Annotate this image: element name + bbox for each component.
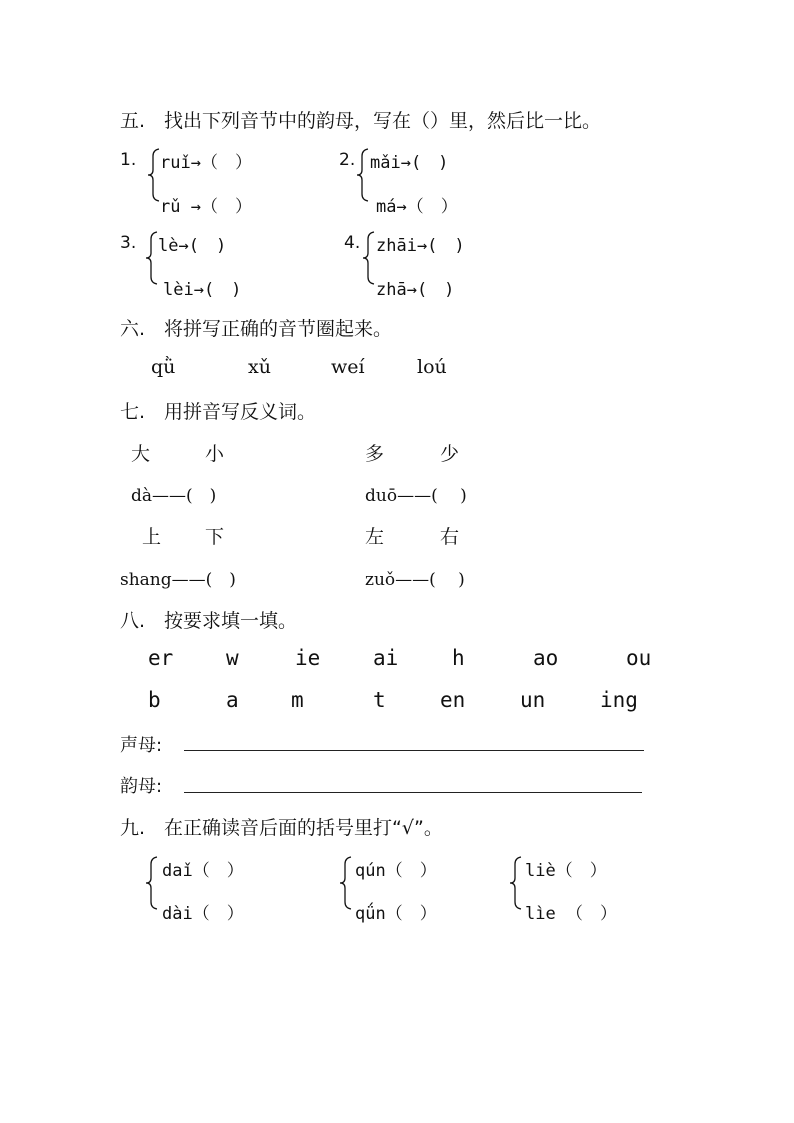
item-number: 4. [344,233,361,253]
syllable-row: zhāi→( ) [376,236,465,256]
brace-icon [362,231,376,285]
antonym-answer[interactable]: shang——( ) [120,570,236,590]
antonym-char: 右 [440,526,460,548]
reading-option[interactable]: qún（ ） [355,861,437,881]
antonym-char: 小 [205,443,225,465]
syllable-option[interactable]: loú [417,356,447,378]
item-number: 3. [120,233,137,253]
reading-option[interactable]: qǘn（ ） [355,904,437,924]
pinyin-letter: ing [600,688,638,712]
reading-option[interactable]: daǐ（ ） [162,861,244,881]
item-number: 2. [339,150,356,170]
pinyin-letter: ie [295,646,321,670]
label-finals: 韵母: [120,776,163,797]
reading-option[interactable]: lìe （ ） [525,904,617,924]
antonym-answer[interactable]: dà——( ) [131,486,217,506]
antonym-char: 多 [365,443,385,465]
syllable-option[interactable]: xǔ [248,356,271,378]
brace-icon [339,856,353,910]
pinyin-letter: un [520,688,546,712]
item-number: 1. [120,150,137,170]
pinyin-letter: er [148,646,174,670]
pinyin-letter: ou [626,646,652,670]
brace-icon [509,856,523,910]
reading-option[interactable]: dài（ ） [162,904,244,924]
antonym-char: 下 [205,526,225,548]
pinyin-letter: t [373,688,386,712]
syllable-row: má→（ ） [376,197,458,217]
brace-icon [147,148,161,202]
section-5-title: 五. 找出下列音节中的韵母，写在（）里，然后比一比。 [120,110,602,132]
brace-icon [145,231,159,285]
section-7-title: 七. 用拼音写反义词。 [120,401,317,423]
pinyin-letter: m [291,688,304,712]
syllable-row: lèi→( ) [163,280,242,300]
brace-icon [145,856,159,910]
antonym-char: 左 [365,526,385,548]
syllable-row: zhā→( ) [376,280,455,300]
section-8-title: 八. 按要求填一填。 [120,610,298,632]
pinyin-letter: a [226,688,239,712]
pinyin-letter: en [440,688,466,712]
section-9-title: 九. 在正确读音后面的括号里打“√”。 [120,817,443,839]
label-initials: 声母: [120,735,163,756]
brace-icon [356,148,370,202]
syllable-row: lè→( ) [158,236,227,256]
pinyin-letter: ao [533,646,559,670]
answer-line-finals[interactable] [184,792,642,793]
syllable-option[interactable]: weí [331,356,365,378]
answer-line-initials[interactable] [184,750,644,751]
syllable-option[interactable]: qǜ [151,356,176,378]
pinyin-letter: w [226,646,239,670]
antonym-answer[interactable]: zuǒ——( ) [365,570,465,590]
section-6-title: 六. 将拼写正确的音节圈起来。 [120,318,393,340]
syllable-row: ruǐ→（ ） [160,153,252,173]
pinyin-letter: b [148,688,161,712]
syllable-row: mǎi→( ) [370,153,449,173]
antonym-char: 大 [131,443,151,465]
antonym-char: 少 [440,443,460,465]
reading-option[interactable]: liè（ ） [525,861,607,881]
antonym-answer[interactable]: duō——( ) [365,486,467,506]
pinyin-letter: h [452,646,465,670]
pinyin-letter: ai [373,646,399,670]
antonym-char: 上 [142,526,162,548]
syllable-row: rǔ →（ ） [160,197,252,217]
